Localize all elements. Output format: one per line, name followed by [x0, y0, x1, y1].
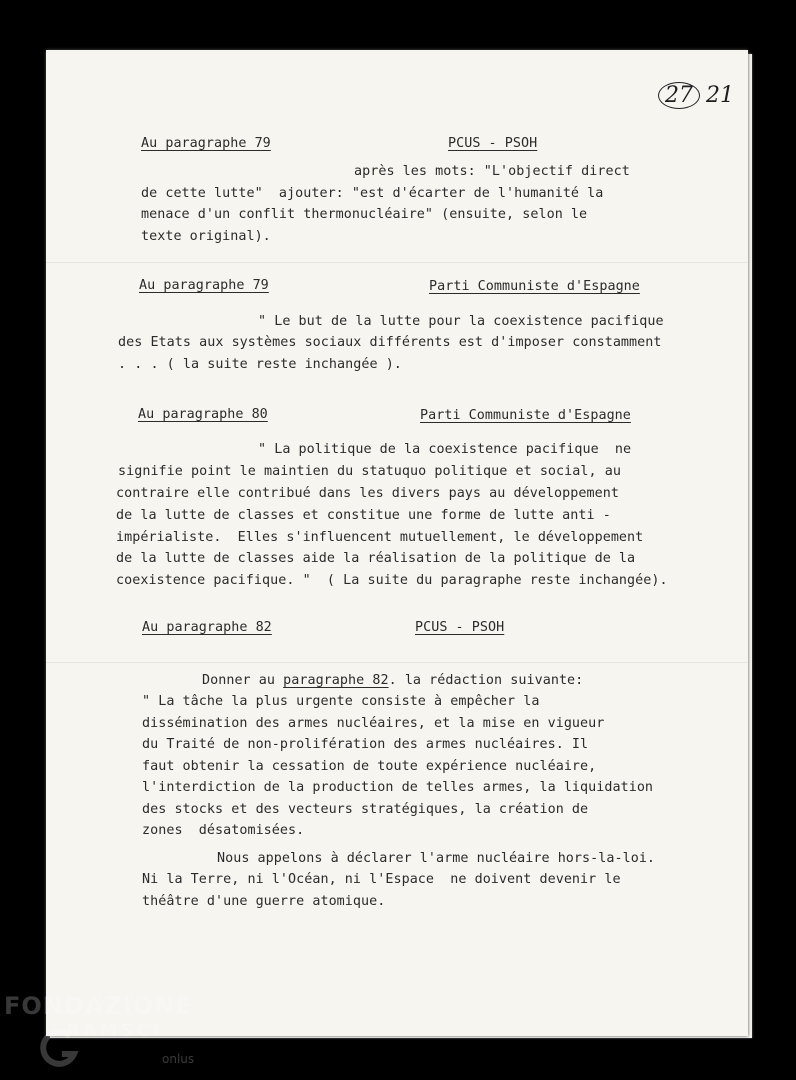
intro-line — [202, 674, 583, 687]
watermark-onlus: onlus — [162, 1052, 195, 1066]
amendment-source: PCUS - PSOH — [415, 620, 505, 635]
amendment-source: Parti Communiste d'Espagne — [420, 408, 631, 423]
text-line: faut obtenir la cessation de toute expérience nucléaire, — [142, 759, 597, 774]
fold-line — [46, 262, 748, 263]
paragraph-label: Au paragraphe 79 — [141, 136, 271, 151]
text-line: " La tâche la plus urgente consiste à empêcher la — [142, 694, 540, 709]
text-line: signifie point le maintien du statuquo politique et social, au — [118, 464, 621, 479]
paragraph-label: Au paragraphe 82 — [142, 620, 272, 635]
text-line: des Etats aux systèmes sociaux différents est d'imposer constamment — [118, 335, 662, 350]
text-line: menace d'un conflit thermonucléaire" (ensuite, selon le — [141, 207, 588, 222]
text-line: théâtre d'une guerre atomique. — [142, 894, 386, 909]
text-line: l'interdiction de la production de telles armes, la liquidation — [142, 780, 654, 795]
page-number-text: 21 — [706, 83, 734, 108]
text-line: après les mots: "L'objectif direct — [354, 164, 630, 179]
paragraph-label: Au paragraphe 80 — [138, 407, 268, 422]
fold-line — [46, 662, 748, 663]
text-line: texte original). — [141, 229, 271, 244]
intro-prefix: Donner au — [202, 673, 284, 688]
page-number — [658, 82, 734, 109]
circled-page-number: 27 — [658, 82, 700, 109]
text-line: contraire elle contribué dans les divers pays au développement — [116, 486, 619, 501]
archive-watermark — [4, 992, 195, 1066]
watermark-line1: FONDAZIONE — [4, 992, 193, 1020]
text-line: de cette lutte" ajouter: "est d'écarter de l'humanité la — [141, 186, 604, 201]
text-line: zones désatomisées. — [142, 823, 305, 838]
intro-paragraph-ref: paragraphe 82 — [283, 673, 389, 688]
text-line: . . . ( la suite reste inchangée ). — [118, 357, 402, 372]
paragraph-label: Au paragraphe 79 — [139, 278, 269, 293]
text-line: Nous appelons à déclarer l'arme nucléaire hors-la-loi. — [217, 851, 656, 866]
text-line: de la lutte de classes aide la réalisation de la politique de la — [116, 551, 636, 566]
text-line: des stocks et des vecteurs stratégiques, la création de — [142, 802, 589, 817]
text-line: dissémination des armes nucléaires, et la mise en vigueur — [142, 716, 605, 731]
text-line: impérialiste. Elles s'influencent mutuellement, le développement — [116, 530, 644, 545]
text-line: Ni la Terre, ni l'Océan, ni l'Espace ne doivent devenir le — [142, 872, 621, 887]
document-page — [46, 50, 748, 1036]
watermark-line2: RAMSCI — [66, 1020, 163, 1041]
amendment-source: Parti Communiste d'Espagne — [429, 279, 640, 294]
text-line: du Traité de non-prolifération des armes nucléaires. Il — [142, 737, 589, 752]
text-line: coexistence pacifique. " ( La suite du paragraphe reste inchangée). — [116, 573, 668, 588]
amendment-source: PCUS - PSOH — [448, 136, 538, 151]
text-line: " Le but de la lutte pour la coexistence pacifique — [258, 314, 664, 329]
text-line: " La politique de la coexistence pacifique ne — [258, 442, 632, 457]
text-line: de la lutte de classes et constitue une forme de lutte anti - — [116, 508, 611, 523]
intro-suffix: . la rédaction suivante: — [388, 673, 584, 688]
